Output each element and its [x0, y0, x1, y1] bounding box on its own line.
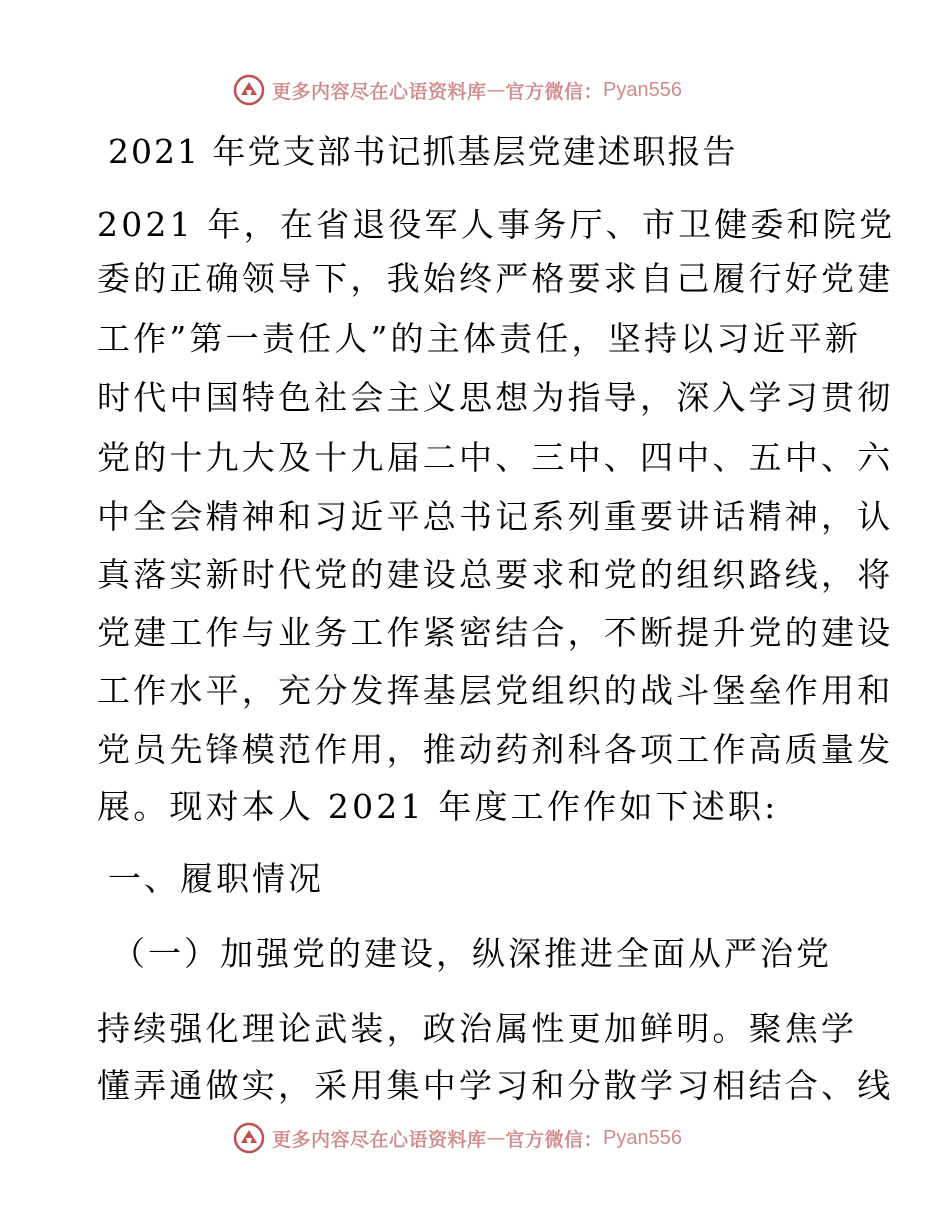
- watermark-contact-label: 官方微信：: [505, 80, 604, 103]
- paragraph-line: 党员先锋模范作用，推动药剂科各项工作高质量发: [97, 730, 894, 769]
- section-heading: 一、履职情况: [108, 859, 324, 898]
- paragraph-line: 展。现对本人 2021 年度工作作如下述职:: [97, 787, 779, 826]
- paragraph-line: 真落实新时代党的建设总要求和党的组织路线，将: [97, 555, 894, 594]
- paragraph-line: 党的十九大及十九届二中、三中、四中、五中、六: [97, 438, 894, 477]
- watermark-contact-id: Pyan556: [603, 1126, 682, 1149]
- paragraph-line: 工作”第一责任人”的主体责任，坚持以习近平新: [97, 319, 862, 358]
- watermark-separator: —: [486, 1127, 506, 1149]
- paragraph-line: 委的正确领导下，我始终严格要求自己履行好党建: [97, 259, 894, 298]
- watermark-contact-id: Pyan556: [603, 78, 682, 101]
- subsection-heading: （一）加强党的建设，纵深推进全面从严治党: [112, 934, 832, 973]
- watermark-separator: —: [486, 79, 506, 101]
- watermark-header: [232, 70, 682, 110]
- paragraph-line: 工作水平，充分发挥基层党组织的战斗堡垒作用和: [97, 671, 894, 710]
- watermark-contact-label: 官方微信：: [505, 1128, 604, 1151]
- paragraph-line: 党建工作与业务工作紧密结合，不断提升党的建设: [97, 613, 894, 652]
- watermark-text: 更多内容尽在心语资料库: [272, 1128, 487, 1151]
- paragraph-line: 时代中国特色社会主义思想为指导，深入学习贯彻: [97, 378, 894, 417]
- logo-icon: [232, 73, 266, 107]
- logo-icon: [232, 1121, 266, 1155]
- paragraph-line: 中全会精神和习近平总书记系列重要讲话精神，认: [97, 497, 894, 536]
- watermark-footer: [232, 1118, 682, 1158]
- paragraph-line: 懂弄通做实，采用集中学习和分散学习相结合、线: [97, 1066, 894, 1105]
- paragraph-line: 2021 年，在省退役军人事务厅、市卫健委和院党: [97, 205, 896, 244]
- watermark-text: 更多内容尽在心语资料库: [272, 80, 487, 103]
- paragraph-line: 持续强化理论武装，政治属性更加鲜明。聚焦学: [97, 1009, 858, 1048]
- document-title: 2021 年党支部书记抓基层党建述职报告: [108, 132, 738, 171]
